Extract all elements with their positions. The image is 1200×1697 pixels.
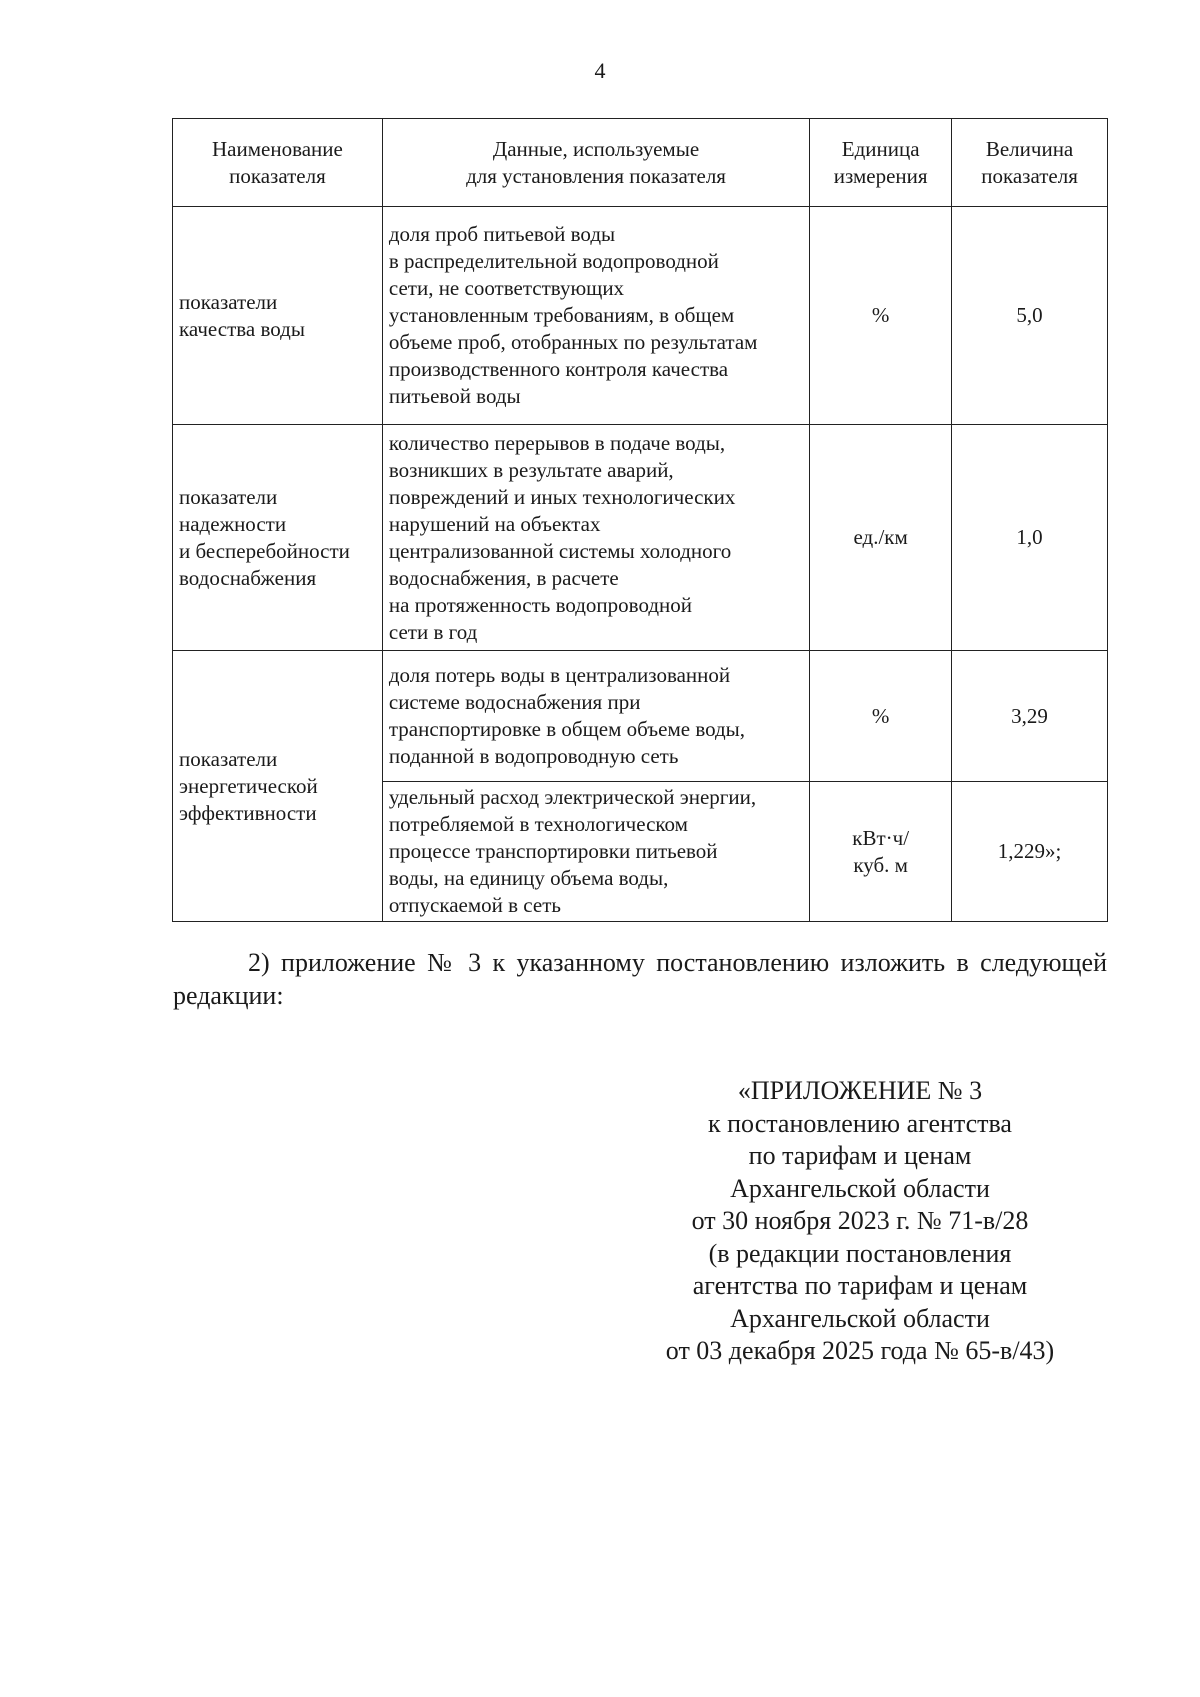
appendix-line: «ПРИЛОЖЕНИЕ № 3: [737, 1076, 983, 1105]
appendix-heading-block: [640, 1075, 1080, 1368]
row-indicator-description: количество перерывов в подаче воды, возникших в результате аварий, повреждений и иных технологических нарушений на объектах централизованной системы холодного водоснабжения, в расчете на протяженность водопроводной сети в год: [382, 425, 809, 651]
page-number: 4: [594, 58, 606, 83]
appendix-line: от 03 декабря 2025 года № 65-в/43): [665, 1336, 1055, 1365]
header-value: Величина показателя: [952, 119, 1108, 207]
row-indicator-description: доля потерь воды в централизованной системе водоснабжения при транспортировке в общем объеме воды, поданной в водопроводную сеть: [382, 651, 809, 782]
appendix-line: (в редакции постановления: [708, 1238, 1012, 1268]
appendix-line: агентства по тарифам и ценам: [692, 1271, 1028, 1300]
row-unit: ед./км: [810, 425, 952, 651]
row-unit: кВт·ч/ куб. м: [810, 782, 952, 922]
table-row: [173, 651, 1108, 782]
row-indicator-description: удельный расход электрической энергии, потребляемой в технологическом процессе транспортировки питьевой воды, на единицу объема воды, отпускаемой в сеть: [382, 782, 809, 922]
row-value: 1,229»;: [952, 782, 1108, 922]
appendix-line: Архангельской области: [730, 1303, 990, 1333]
appendix-line: Архангельской области: [730, 1173, 990, 1203]
row-unit: %: [810, 207, 952, 425]
appendix-line: к постановлению агентства: [708, 1108, 1012, 1138]
row-value: 5,0: [952, 207, 1108, 425]
header-indicator-name: Наименование показателя: [173, 119, 383, 207]
row-value: 3,29: [952, 651, 1108, 782]
row-indicator-description: доля проб питьевой воды в распределительной водопроводной сети, не соответствующих установленным требованиям, в общем объеме проб, отобранных по результатам производственного контроля качества питьевой воды: [382, 207, 809, 425]
row-value: 1,0: [952, 425, 1108, 651]
row-unit: %: [810, 651, 952, 782]
indicators-table: [172, 118, 1108, 922]
row-indicator-name: показатели надежности и бесперебойности водоснабжения: [173, 425, 383, 651]
header-indicator-data: Данные, используемые для установления показателя: [382, 119, 809, 207]
row-indicator-name: показатели энергетической эффективности: [173, 651, 383, 922]
amendment-paragraph: 2) приложение № 3 к указанному постановлению изложить в следующей редакции:: [173, 948, 1107, 1010]
header-unit: Единица измерения: [810, 119, 952, 207]
row-indicator-name: показатели качества воды: [173, 207, 383, 425]
table-row: [173, 425, 1108, 651]
table-header-row: [173, 119, 1108, 207]
appendix-line: от 30 ноября 2023 г. № 71-в/28: [691, 1206, 1029, 1235]
table-row: [173, 207, 1108, 425]
appendix-line: по тарифам и ценам: [748, 1141, 972, 1170]
